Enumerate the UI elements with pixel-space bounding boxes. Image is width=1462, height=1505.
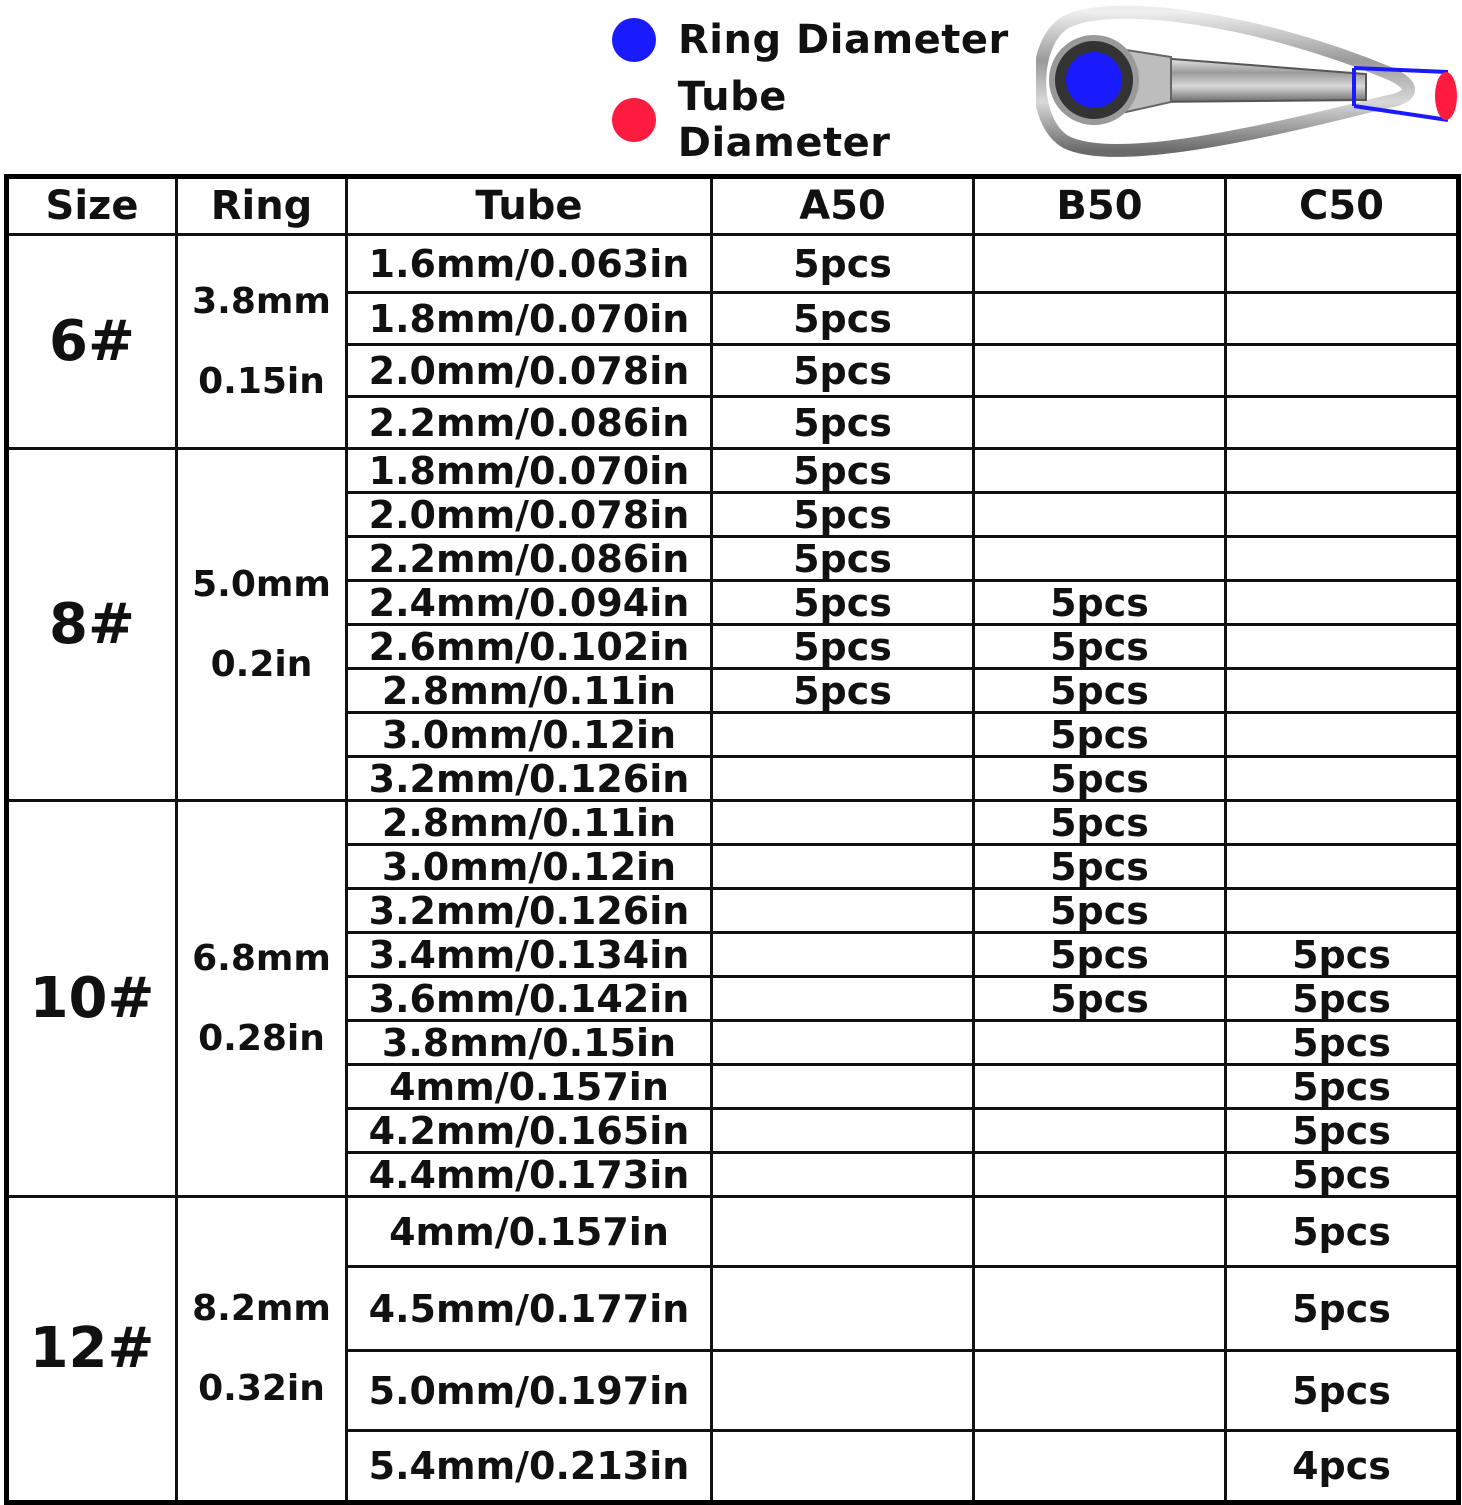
table-header-row	[7, 177, 1459, 235]
b50-cell	[974, 1109, 1226, 1153]
tube-cell: 2.8mm/0.11in	[347, 669, 712, 713]
header-ring: Ring	[177, 177, 347, 235]
c50-cell: 5pcs	[1226, 1021, 1459, 1065]
c50-cell	[1226, 713, 1459, 757]
a50-cell: 5pcs	[712, 581, 974, 625]
ring-mm: 8.2mm	[192, 1288, 331, 1329]
header-a50: A50	[712, 177, 974, 235]
b50-cell: 5pcs	[974, 625, 1226, 669]
c50-cell	[1226, 625, 1459, 669]
ring-in: 0.15in	[198, 360, 325, 402]
c50-cell	[1226, 397, 1459, 449]
a50-cell	[712, 933, 974, 977]
a50-cell	[712, 977, 974, 1021]
tube-cell: 2.6mm/0.102in	[347, 625, 712, 669]
legend-tube	[612, 74, 1012, 166]
c50-cell: 5pcs	[1226, 1109, 1459, 1153]
tube-cell: 2.8mm/0.11in	[347, 801, 712, 845]
c50-cell: 5pcs	[1226, 1351, 1459, 1431]
b50-cell	[974, 1431, 1226, 1503]
c50-cell: 5pcs	[1226, 1197, 1459, 1267]
tube-cell: 2.2mm/0.086in	[347, 397, 712, 449]
a50-cell: 5pcs	[712, 235, 974, 293]
c50-cell	[1226, 293, 1459, 345]
size-cell: 10#	[7, 801, 177, 1197]
b50-cell: 5pcs	[974, 713, 1226, 757]
a50-cell: 5pcs	[712, 625, 974, 669]
ring-in: 0.32in	[198, 1368, 325, 1409]
ring-cell	[177, 1197, 347, 1503]
a50-cell: 5pcs	[712, 669, 974, 713]
ring-dot-icon	[612, 18, 656, 62]
tube-cell: 3.8mm/0.15in	[347, 1021, 712, 1065]
tube-cell: 2.0mm/0.078in	[347, 493, 712, 537]
b50-cell	[974, 449, 1226, 493]
a50-cell	[712, 1267, 974, 1351]
b50-cell	[974, 1267, 1226, 1351]
a50-cell: 5pcs	[712, 449, 974, 493]
c50-cell	[1226, 801, 1459, 845]
b50-cell	[974, 235, 1226, 293]
a50-cell	[712, 1065, 974, 1109]
b50-cell: 5pcs	[974, 889, 1226, 933]
c50-cell	[1226, 845, 1459, 889]
c50-cell	[1226, 345, 1459, 397]
tube-cell: 4.2mm/0.165in	[347, 1109, 712, 1153]
b50-cell: 5pcs	[974, 669, 1226, 713]
b50-cell	[974, 1153, 1226, 1197]
b50-cell: 5pcs	[974, 845, 1226, 889]
b50-cell	[974, 1021, 1226, 1065]
a50-cell	[712, 889, 974, 933]
b50-cell	[974, 493, 1226, 537]
a50-cell	[712, 1109, 974, 1153]
a50-cell: 5pcs	[712, 293, 974, 345]
header-tube: Tube	[347, 177, 712, 235]
tube-cell: 3.4mm/0.134in	[347, 933, 712, 977]
a50-cell	[712, 1197, 974, 1267]
legend-tube-label: Tube Diameter	[677, 74, 891, 166]
tube-cell: 3.0mm/0.12in	[347, 845, 712, 889]
c50-cell: 5pcs	[1226, 977, 1459, 1021]
tube-cell: 3.0mm/0.12in	[347, 713, 712, 757]
b50-cell: 5pcs	[974, 581, 1226, 625]
c50-cell: 5pcs	[1226, 1065, 1459, 1109]
tube-cell: 2.2mm/0.086in	[347, 537, 712, 581]
table-row	[7, 801, 1459, 845]
c50-cell: 5pcs	[1226, 933, 1459, 977]
a50-cell	[712, 1431, 974, 1503]
spec-table	[4, 174, 1461, 1505]
b50-cell	[974, 1065, 1226, 1109]
c50-cell	[1226, 493, 1459, 537]
a50-cell: 5pcs	[712, 537, 974, 581]
ring-mm: 3.8mm	[192, 280, 331, 322]
ring-mm: 5.0mm	[192, 563, 331, 605]
tube-cell: 1.8mm/0.070in	[347, 293, 712, 345]
legend-ring	[612, 10, 1009, 70]
table-row	[7, 1197, 1459, 1267]
tube-cell: 1.6mm/0.063in	[347, 235, 712, 293]
tube-cell: 4.4mm/0.173in	[347, 1153, 712, 1197]
a50-cell	[712, 1351, 974, 1431]
size-cell: 12#	[7, 1197, 177, 1503]
legend-ring-label: Ring Diameter	[678, 17, 1009, 63]
b50-cell	[974, 1351, 1226, 1431]
b50-cell	[974, 1197, 1226, 1267]
b50-cell: 5pcs	[974, 933, 1226, 977]
tube-cell: 4mm/0.157in	[347, 1065, 712, 1109]
header-c50: C50	[1226, 177, 1459, 235]
rod-guide-icon	[1036, 2, 1462, 162]
tube-cell: 4.5mm/0.177in	[347, 1267, 712, 1351]
b50-cell: 5pcs	[974, 757, 1226, 801]
size-cell: 6#	[7, 235, 177, 449]
c50-cell	[1226, 889, 1459, 933]
b50-cell: 5pcs	[974, 977, 1226, 1021]
a50-cell	[712, 845, 974, 889]
c50-cell	[1226, 235, 1459, 293]
tube-cell: 3.2mm/0.126in	[347, 757, 712, 801]
b50-cell	[974, 397, 1226, 449]
a50-cell: 5pcs	[712, 397, 974, 449]
b50-cell	[974, 537, 1226, 581]
header-size: Size	[7, 177, 177, 235]
tube-cell: 3.6mm/0.142in	[347, 977, 712, 1021]
tube-cell: 2.0mm/0.078in	[347, 345, 712, 397]
c50-cell: 4pcs	[1226, 1431, 1459, 1503]
header-b50: B50	[974, 177, 1226, 235]
table-row	[7, 449, 1459, 493]
tube-cell: 4mm/0.157in	[347, 1197, 712, 1267]
tube-cell: 5.4mm/0.213in	[347, 1431, 712, 1503]
a50-cell	[712, 757, 974, 801]
tube-dot-icon	[612, 98, 656, 142]
c50-cell	[1226, 537, 1459, 581]
tube-cell: 2.4mm/0.094in	[347, 581, 712, 625]
c50-cell: 5pcs	[1226, 1267, 1459, 1351]
b50-cell	[974, 293, 1226, 345]
legend	[612, 10, 1012, 166]
c50-cell: 5pcs	[1226, 1153, 1459, 1197]
ring-cell	[177, 801, 347, 1197]
a50-cell	[712, 1153, 974, 1197]
ring-cell	[177, 449, 347, 801]
ring-in: 0.28in	[198, 1017, 325, 1059]
a50-cell	[712, 713, 974, 757]
tube-cell: 5.0mm/0.197in	[347, 1351, 712, 1431]
tube-cell: 3.2mm/0.126in	[347, 889, 712, 933]
c50-cell	[1226, 669, 1459, 713]
b50-cell	[974, 345, 1226, 397]
a50-cell	[712, 801, 974, 845]
a50-cell: 5pcs	[712, 345, 974, 397]
table-row	[7, 235, 1459, 293]
c50-cell	[1226, 757, 1459, 801]
c50-cell	[1226, 449, 1459, 493]
ring-mm: 6.8mm	[192, 937, 331, 979]
a50-cell: 5pcs	[712, 493, 974, 537]
c50-cell	[1226, 581, 1459, 625]
tube-cell: 1.8mm/0.070in	[347, 449, 712, 493]
b50-cell: 5pcs	[974, 801, 1226, 845]
a50-cell	[712, 1021, 974, 1065]
ring-cell	[177, 235, 347, 449]
size-cell: 8#	[7, 449, 177, 801]
ring-in: 0.2in	[210, 643, 313, 685]
